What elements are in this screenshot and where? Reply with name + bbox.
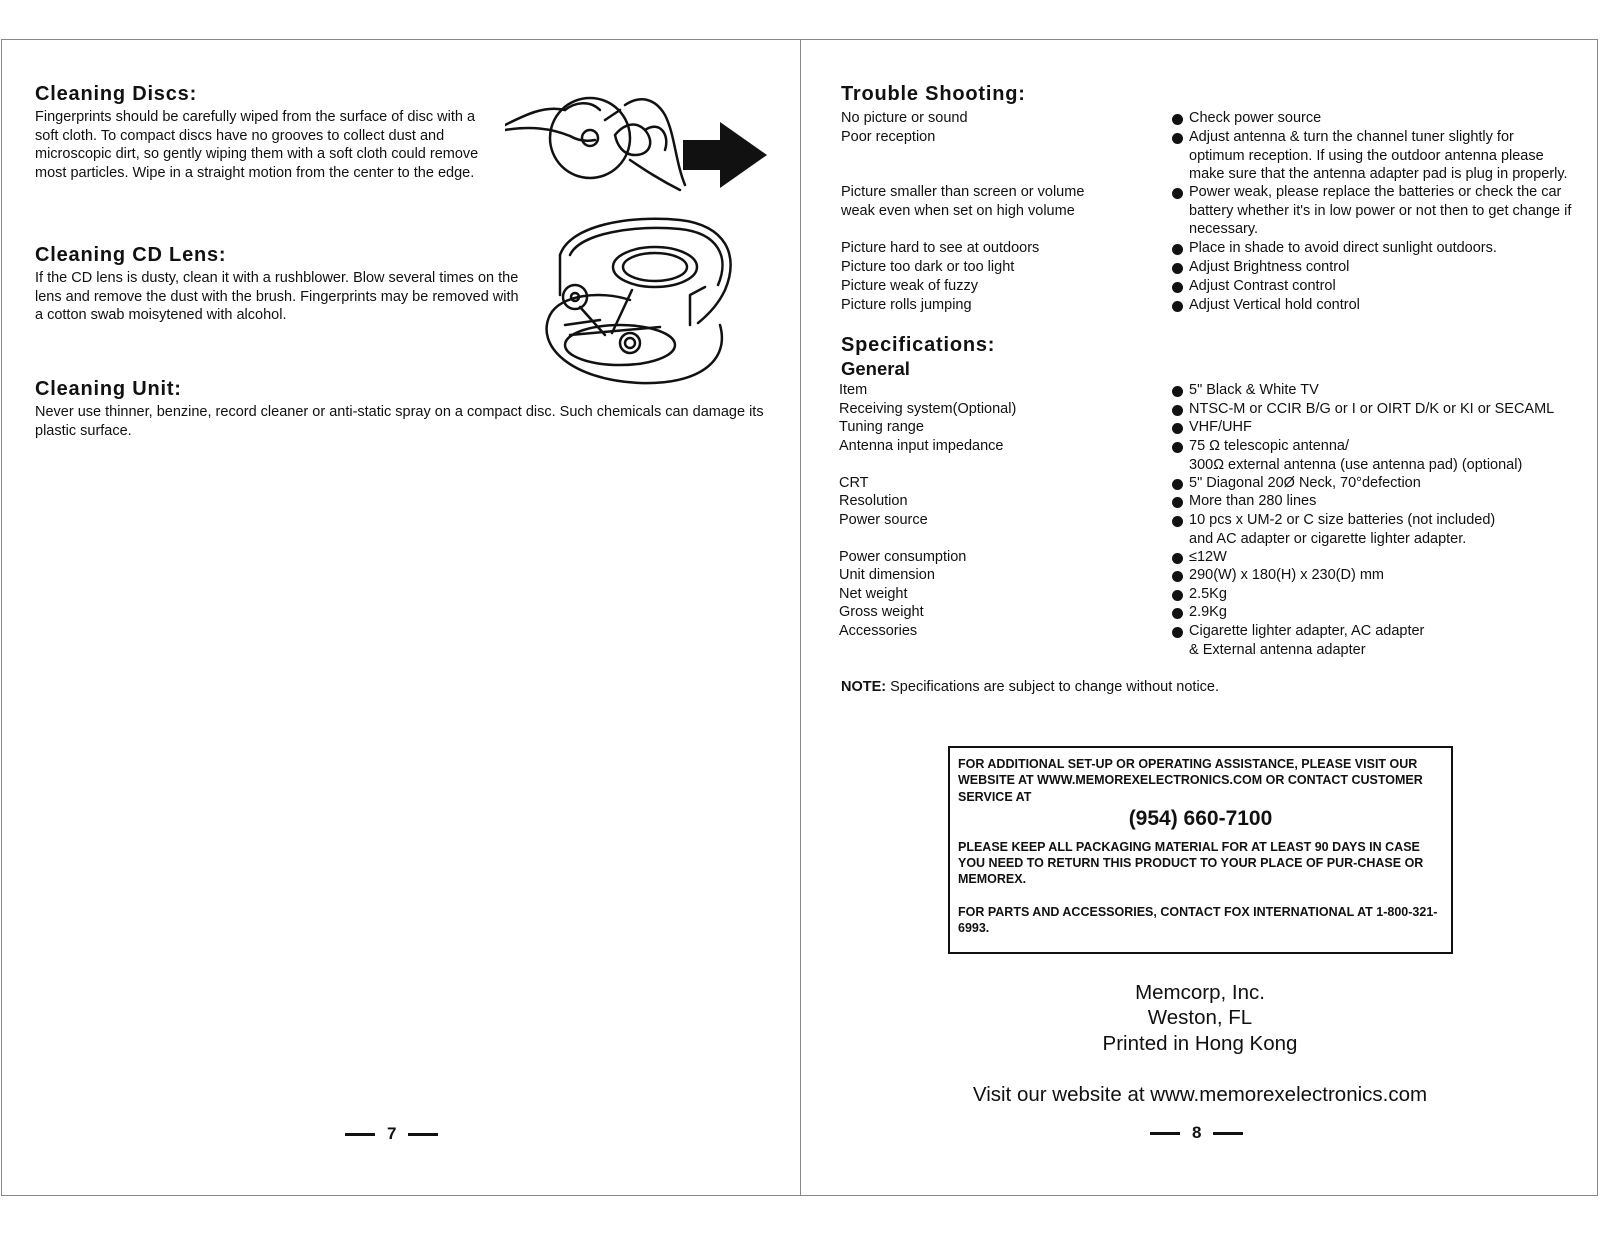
website-line: Visit our website at www.memorexelectronics.com [972, 1083, 1428, 1106]
spec-value: 75 Ω telescopic antenna/ 300Ω external antenna (use antenna pad) (optional) [1172, 437, 1592, 474]
ts-problem: Picture smaller than screen or volume weak even when set on high volume [841, 184, 1085, 219]
ts-solution: Power weak, please replace the batteries or check the car battery whether it's in low power or not then to get change if necessary. [1172, 183, 1572, 239]
bullet-icon [1172, 133, 1183, 144]
spec-label: CRT [839, 475, 869, 491]
bullet-icon [1172, 516, 1183, 527]
spec-value: 5" Black & White TV [1172, 381, 1592, 400]
spec-label: Gross weight [839, 604, 924, 620]
spec-value: 2.5Kg [1172, 585, 1592, 604]
spec-label: Receiving system(Optional) [839, 401, 1017, 417]
cleaning-discs-heading: Cleaning Discs: [35, 83, 198, 105]
spec-label: Item [839, 382, 868, 398]
page-divider [800, 39, 801, 1196]
bullet-icon [1172, 114, 1183, 125]
spec-value: Cigarette lighter adapter, AC adapter & External antenna adapter [1172, 622, 1592, 659]
note-label: NOTE: [841, 679, 887, 695]
parts-text: FOR PARTS AND ACCESSORIES, CONTACT FOX INTERNATIONAL AT 1-800-321-6993. [958, 904, 1438, 936]
spec-value: 290(W) x 180(H) x 230(D) mm [1172, 566, 1592, 585]
spec-label: Antenna input impedance [839, 438, 1004, 454]
cleaning-lens-text: If the CD lens is dusty, clean it with a rushblower. Blow several times on the lens and remove the dust with the brush. Fingerprints may be removed with a cotton swab moisytened with alcohol. [35, 270, 519, 324]
spec-label: Tuning range [839, 419, 924, 435]
bullet-icon [1172, 244, 1183, 255]
cleaning-unit-heading: Cleaning Unit: [35, 378, 182, 400]
cd-lens-illustration [540, 215, 745, 390]
spec-label: Unit dimension [839, 567, 935, 583]
bullet-icon [1172, 442, 1183, 453]
specifications-heading: Specifications: [841, 334, 996, 356]
spec-label: Resolution [839, 493, 908, 509]
spec-value: More than 280 lines [1172, 492, 1592, 511]
spec-label: Net weight [839, 586, 908, 602]
ts-problem: Picture rolls jumping [841, 297, 972, 313]
bullet-icon [1172, 386, 1183, 397]
ts-solution: Adjust Brightness control [1172, 258, 1572, 277]
bullet-icon [1172, 423, 1183, 434]
bullet-icon [1172, 301, 1183, 312]
troubleshooting-heading: Trouble Shooting: [841, 83, 1026, 105]
spec-value: VHF/UHF [1172, 418, 1592, 437]
ts-problem: Picture too dark or too light [841, 259, 1015, 275]
spec-value: 10 pcs x UM-2 or C size batteries (not included) and AC adapter or cigarette lighter adapter. [1172, 511, 1592, 548]
note-text: Specifications are subject to change without notice. [890, 679, 1220, 695]
company-city: Weston, FL [1147, 1006, 1253, 1029]
ts-solution: Adjust Contrast control [1172, 277, 1572, 296]
spec-label: Power consumption [839, 549, 967, 565]
ts-problem: Picture weak of fuzzy [841, 278, 978, 294]
specifications-subheading: General [841, 358, 910, 379]
bullet-icon [1172, 590, 1183, 601]
spec-value: NTSC-M or CCIR B/G or I or OIRT D/K or KI or SECAML [1172, 400, 1592, 419]
page-number-8: 8 [1150, 1123, 1243, 1143]
bullet-icon [1172, 627, 1183, 638]
cleaning-unit-text: Never use thinner, benzine, record cleaner or anti-static spray on a compact disc. Such chemicals can damage its plastic surface. [35, 404, 764, 439]
ts-solution: Check power source [1172, 109, 1572, 128]
cleaning-discs-text: Fingerprints should be carefully wiped from the surface of disc with a soft cloth. To compact discs have no grooves to collect dust and microscopic dirt, so gently wiping them with a soft cloth could remove most particles. Wipe in a straight motion from the center to the edge. [35, 109, 479, 182]
assistance-box [948, 746, 1453, 954]
bullet-icon [1172, 479, 1183, 490]
spec-value: 2.9Kg [1172, 603, 1592, 622]
ts-solution: Place in shade to avoid direct sunlight outdoors. [1172, 239, 1572, 258]
ts-solution: Adjust antenna & turn the channel tuner slightly for optimum reception. If using the outdoor antenna please make sure that the antenna adapter pad is plug in properly. [1172, 128, 1572, 184]
bullet-icon [1172, 497, 1183, 508]
ts-solution: Adjust Vertical hold control [1172, 296, 1572, 315]
cleaning-lens-heading: Cleaning CD Lens: [35, 244, 227, 266]
spec-value: ≤12W [1172, 548, 1592, 567]
bullet-icon [1172, 188, 1183, 199]
spec-label: Accessories [839, 623, 918, 639]
page-number-7: 7 [345, 1124, 438, 1144]
disc-wiping-illustration [505, 90, 770, 200]
ts-problem: Poor reception [841, 129, 936, 145]
phone-number: (954) 660-7100 [1128, 806, 1273, 830]
bullet-icon [1172, 405, 1183, 416]
spec-note [841, 679, 1219, 695]
bullet-icon [1172, 571, 1183, 582]
spec-label: Power source [839, 512, 928, 528]
bullet-icon [1172, 553, 1183, 564]
bullet-icon [1172, 608, 1183, 619]
printed-in: Printed in Hong Kong [1102, 1032, 1298, 1055]
company-name: Memcorp, Inc. [1135, 981, 1265, 1004]
packaging-text: PLEASE KEEP ALL PACKAGING MATERIAL FOR AT LEAST 90 DAYS IN CASE YOU NEED TO RETURN THIS PRODUCT TO YOUR PLACE OF PUR-CHASE OR MEMOREX. [958, 839, 1424, 887]
bullet-icon [1172, 263, 1183, 274]
bullet-icon [1172, 282, 1183, 293]
spec-value: 5" Diagonal 20Ø Neck, 70°defection [1172, 474, 1592, 493]
ts-problem: No picture or sound [841, 110, 968, 126]
assistance-text: FOR ADDITIONAL SET-UP OR OPERATING ASSISTANCE, PLEASE VISIT OUR WEBSITE AT WWW.MEMOREXELECTRONICS.COM OR CONTACT CUSTOMER SERVICE AT [958, 757, 1423, 804]
ts-problem: Picture hard to see at outdoors [841, 240, 1040, 256]
